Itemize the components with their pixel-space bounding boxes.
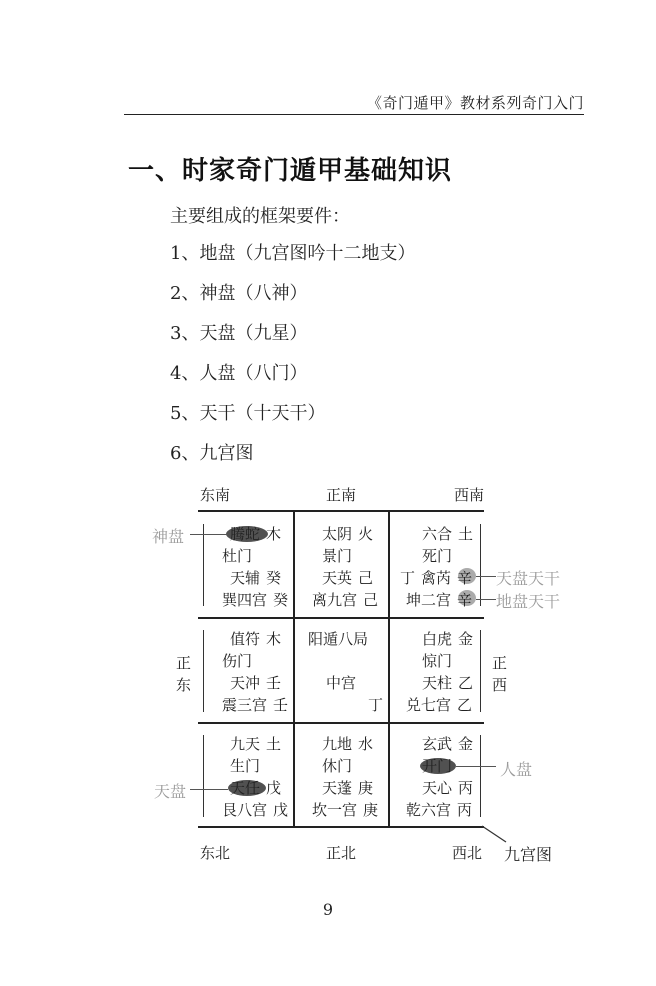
palace-element: 木 — [266, 630, 282, 648]
pointer-shen-pan — [190, 534, 228, 535]
label-tian-pan-tian-gan: 天盘天干 — [496, 569, 561, 588]
grid-line-top — [198, 510, 484, 512]
direction-northwest: 西北 — [452, 844, 483, 862]
palace-stem: 戊 — [266, 779, 282, 797]
direction-south: 正南 — [326, 486, 357, 504]
palace-god: 白虎 — [422, 630, 453, 648]
grid-line-upper — [198, 617, 484, 619]
pointer-ren-pan — [456, 766, 496, 767]
palace-element: 木 — [266, 525, 282, 543]
palace-li-9 — [306, 523, 400, 611]
palace-stem: 癸 — [266, 569, 282, 587]
palace-god: 太阴 — [322, 525, 353, 543]
palace-gen-8 — [212, 733, 306, 821]
label-shen-pan: 神盘 — [152, 527, 185, 546]
component-list — [170, 242, 415, 482]
palace-stem: 壬 — [273, 696, 289, 714]
bar-left-middle — [203, 630, 204, 712]
palace-name: 巽四宫 — [222, 591, 268, 609]
palace-stem: 庚 — [363, 801, 379, 819]
palace-star: 天冲 — [230, 674, 261, 692]
palace-god: 玄武 — [422, 735, 453, 753]
page-number: 9 — [322, 900, 334, 919]
palace-name: 坤二宫 — [406, 591, 452, 609]
palace-door: 景门 — [322, 547, 353, 565]
label-ren-pan: 人盘 — [500, 760, 533, 779]
palace-stem: 壬 — [266, 674, 282, 692]
grid-line-bottom — [198, 826, 484, 828]
list-item: 5、天干（十天干） — [170, 403, 326, 424]
palace-element: 火 — [358, 525, 374, 543]
palace-kun-2 — [396, 523, 490, 611]
palace-stem: 己 — [358, 569, 374, 587]
intro-text: 主要组成的框架要件： — [170, 206, 350, 227]
palace-stem: 己 — [363, 591, 379, 609]
palace-name: 中宫 — [326, 674, 357, 692]
direction-north: 正北 — [326, 844, 357, 862]
direction-east-char2: 东 — [176, 676, 192, 694]
palace-name: 震三宫 — [222, 696, 268, 714]
palace-god: 值符 — [230, 630, 261, 648]
palace-door: 休门 — [322, 757, 353, 775]
palace-god: 九天 — [230, 735, 261, 753]
palace-star: 天英 — [322, 569, 353, 587]
palace-ju: 阳遁八局 — [308, 630, 369, 648]
palace-element: 金 — [458, 630, 474, 648]
label-jiu-gong-tu: 九宫图 — [504, 845, 553, 864]
palace-element: 水 — [358, 735, 374, 753]
palace-door: 死门 — [422, 547, 453, 565]
palace-qian-6 — [396, 733, 490, 821]
list-item: 4、人盘（八门） — [170, 363, 308, 384]
direction-west-char1: 正 — [492, 654, 508, 672]
palace-element: 金 — [458, 735, 474, 753]
palace-name: 艮八宫 — [222, 801, 268, 819]
direction-southwest: 西南 — [454, 486, 485, 504]
palace-element: 土 — [266, 735, 282, 753]
palace-dui-7 — [396, 628, 490, 716]
palace-name: 乾六宫 — [406, 801, 452, 819]
direction-southeast: 东南 — [200, 486, 231, 504]
palace-star: 天蓬 — [322, 779, 353, 797]
palace-god: 九地 — [322, 735, 353, 753]
header-rule — [124, 114, 584, 115]
palace-star: 天柱 — [422, 674, 453, 692]
palace-name: 离九宫 — [312, 591, 358, 609]
palace-god: 六合 — [422, 525, 453, 543]
palace-door: 开门 — [422, 757, 453, 775]
palace-zhen-3 — [212, 628, 306, 716]
pointer-tian-pan — [190, 789, 228, 790]
palace-stem: 癸 — [273, 591, 289, 609]
palace-name: 兑七宫 — [406, 696, 452, 714]
grid-line-lower — [198, 722, 484, 724]
bar-left-bottom — [203, 735, 204, 817]
direction-northeast: 东北 — [200, 844, 231, 862]
palace-door: 杜门 — [222, 547, 253, 565]
direction-east-char1: 正 — [176, 654, 192, 672]
palace-stem: 乙 — [457, 696, 473, 714]
chapter-title: 一、时家奇门遁甲基础知识 — [128, 156, 453, 186]
palace-element: 土 — [458, 525, 474, 543]
pointer-tian-gan — [476, 576, 496, 577]
label-tian-pan: 天盘 — [154, 782, 187, 801]
palace-god: 腾蛇 — [230, 525, 261, 543]
palace-star: 天心 — [422, 779, 453, 797]
list-item: 3、天盘（九星） — [170, 323, 308, 344]
palace-stem: 乙 — [458, 674, 474, 692]
palace-stem: 辛 — [457, 591, 473, 609]
bar-left-top — [203, 524, 204, 606]
palace-stem: 丙 — [457, 801, 473, 819]
label-di-pan-tian-gan: 地盘天干 — [496, 592, 561, 611]
palace-stem: 丁 — [368, 696, 384, 714]
pointer-di-gan — [476, 599, 496, 600]
palace-stem: 戊 — [273, 801, 289, 819]
running-header: 《奇门遁甲》教材系列奇门入门 — [366, 94, 584, 112]
palace-star: 天任 — [230, 779, 261, 797]
list-item: 2、神盘（八神） — [170, 283, 308, 304]
list-item: 6、九宫图 — [170, 443, 254, 464]
palace-kan-1 — [306, 733, 400, 821]
palace-name: 坎一宫 — [312, 801, 358, 819]
palace-center-5 — [300, 628, 394, 716]
palace-stem: 丙 — [458, 779, 474, 797]
palace-xun-4 — [212, 523, 306, 611]
palace-star: 禽芮 — [421, 569, 452, 587]
list-item: 1、地盘（九宫图吟十二地支） — [170, 243, 416, 264]
palace-star: 天辅 — [230, 569, 261, 587]
palace-stem: 丁 — [400, 569, 416, 587]
palace-stem: 辛 — [457, 569, 473, 587]
palace-stem: 庚 — [358, 779, 374, 797]
palace-door: 生门 — [230, 757, 261, 775]
palace-door: 惊门 — [422, 652, 453, 670]
palace-door: 伤门 — [222, 652, 253, 670]
direction-west-char2: 西 — [492, 676, 508, 694]
